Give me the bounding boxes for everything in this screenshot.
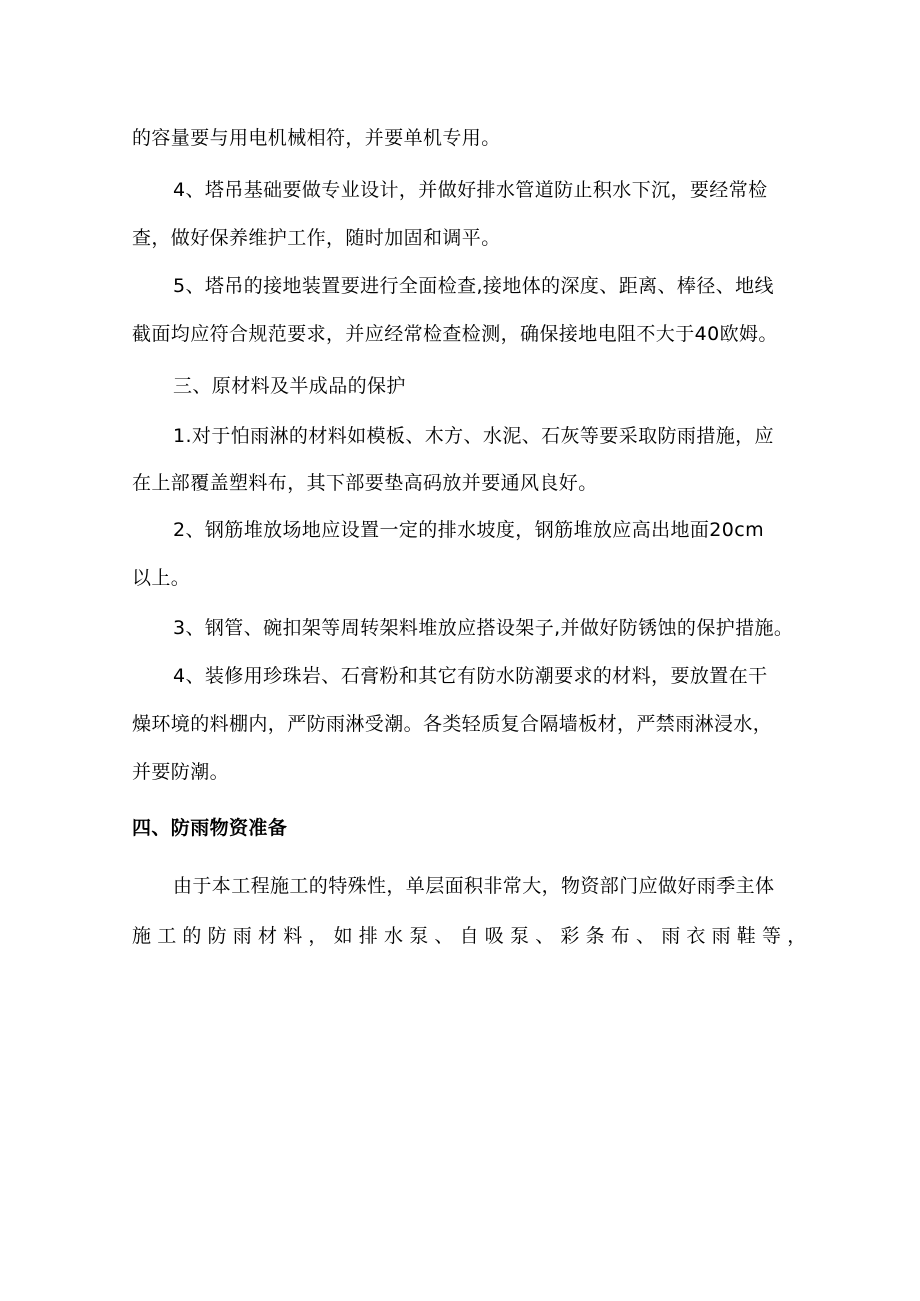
paragraph-line: 4、塔吊基础要做专业设计，并做好排水管道防止积水下沉，要经常检 (173, 179, 768, 201)
paragraph-line: 3、钢管、碗扣架等周转架料堆放应搭设架子,并做好防锈蚀的保护措施。 (173, 617, 794, 639)
paragraph-line: 1.对于怕雨淋的材料如模板、木方、水泥、石灰等要采取防雨措施，应 (173, 425, 774, 447)
paragraph-line: 施工的防雨材料，如排水泵、自吸泵、彩条布、雨衣雨鞋等， (132, 925, 813, 947)
section-heading: 三、原材料及半成品的保护 (173, 375, 406, 397)
paragraph-line: 以上。 (132, 567, 191, 589)
paragraph-line: 2、钢筋堆放场地应设置一定的排水坡度，钢筋堆放应高出地面20cm (173, 519, 765, 541)
paragraph-line: 燥环境的料棚内，严防雨淋受潮。各类轻质复合隔墙板材，严禁雨淋浸水， (132, 713, 773, 735)
paragraph-line: 由于本工程施工的特殊性，单层面积非常大，物资部门应做好雨季主体 (173, 875, 775, 897)
paragraph-line: 截面均应符合规范要求，并应经常检查检测，确保接地电阻不大于40欧姆。 (132, 323, 778, 345)
paragraph-line: 并要防潮。 (132, 761, 230, 783)
paragraph-line: 5、塔吊的接地装置要进行全面检查,接地体的深度、距离、棒径、地线 (173, 275, 774, 297)
paragraph-line: 查，做好保养维护工作，随时加固和调平。 (132, 227, 501, 249)
section-heading: 四、防雨物资准备 (132, 817, 288, 839)
paragraph-line: 的容量要与用电机械相符，并要单机专用。 (132, 127, 501, 149)
paragraph-line: 4、装修用珍珠岩、石膏粉和其它有防水防潮要求的材料，要放置在干 (173, 665, 768, 687)
paragraph-line: 在上部覆盖塑料布，其下部要垫高码放并要通风良好。 (132, 472, 598, 494)
